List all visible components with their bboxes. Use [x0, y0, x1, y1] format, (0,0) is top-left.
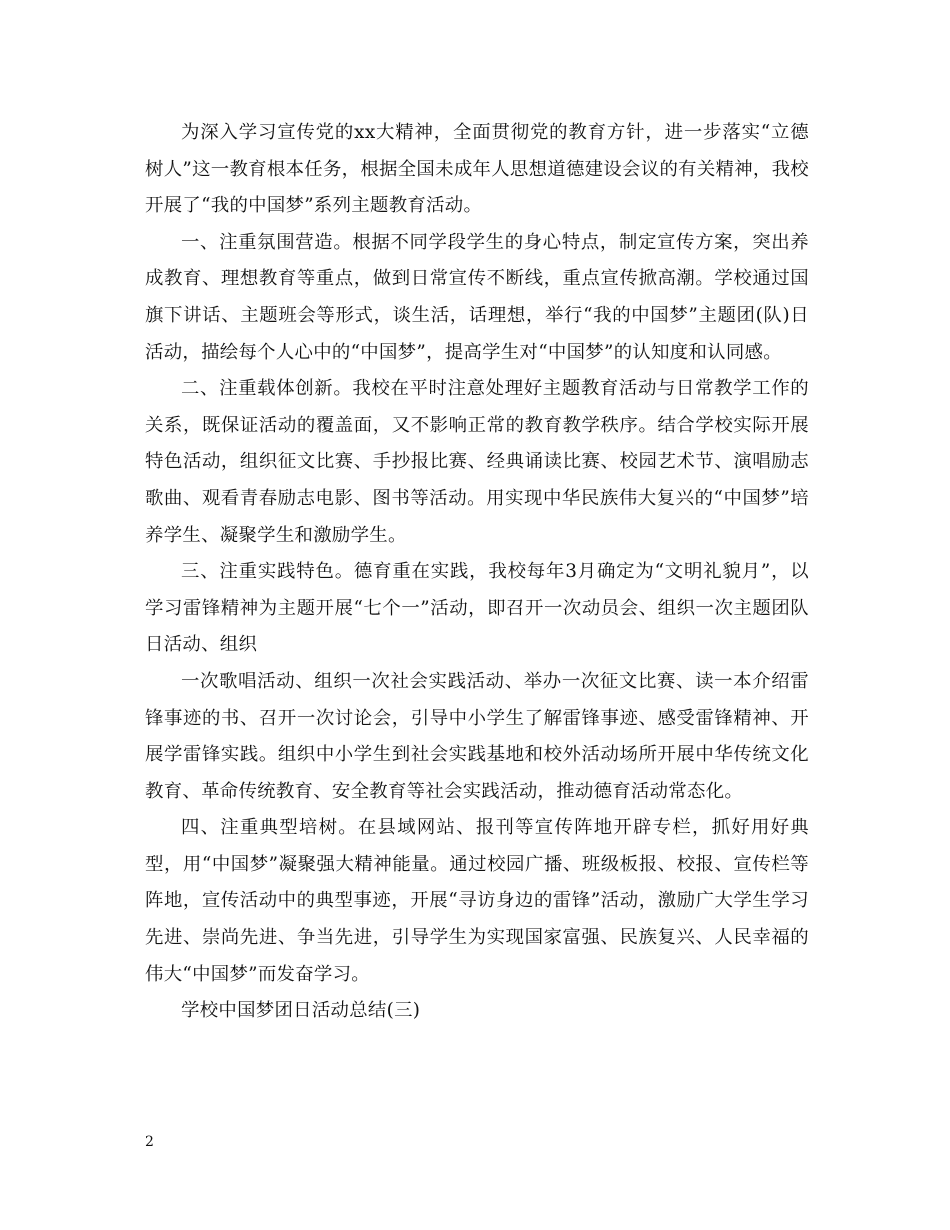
paragraph-section-2: 二、注重载体创新。我校在平时注意处理好主题教育活动与日常教学工作的关系，既保证活动的覆盖面，又不影响正常的教育教学秩序。结合学校实际开展特色活动，组织征文比赛、手抄报比赛、经典诵读比赛、校园艺术节、演唱励志歌曲、观看青春励志电影、图书等活动。用实现中华民族伟大复兴的“中国梦”培养学生、凝聚学生和激励学生。: [145, 378, 809, 546]
paragraph-intro: 为深入学习宣传党的xx大精神，全面贯彻党的教育方针，进一步落实“立德树人”这一教育根本任务，根据全国未成年人思想道德建设会议的有关精神，我校开展了“我的中国梦”系列主题教育活动。: [145, 122, 809, 217]
paragraph-section-4: 四、注重典型培树。在县域网站、报刊等宣传阵地开辟专栏，抓好用好典型，用“中国梦”凝聚强大精神能量。通过校园广播、班级板报、校报、宣传栏等阵地，宣传活动中的典型事迹，开展“寻访身边的雷锋”活动，激励广大学生学习先进、崇尚先进、争当先进，引导学生为实现国家富强、民族复兴、人民幸福的伟大“中国梦”而发奋学习。: [145, 817, 809, 985]
paragraph-section-3-continued: 一次歌唱活动、组织一次社会实践活动、举办一次征文比赛、读一本介绍雷锋事迹的书、召开一次讨论会，引导中小学生了解雷锋事迹、感受雷锋精神、开展学雷锋实践。组织中小学生到社会实践基地和校外活动场所开展中华传统文化教育、革命传统教育、安全教育等社会实践活动，推动德育活动常态化。: [145, 670, 809, 802]
document-body: [145, 115, 809, 1030]
next-section-heading: 学校中国梦团日活动总结(三): [181, 1000, 421, 1022]
paragraph-section-1: 一、注重氛围营造。根据不同学段学生的身心特点，制定宣传方案，突出养成教育、理想教育等重点，做到日常宣传不断线，重点宣传掀高潮。学校通过国旗下讲话、主题班会等形式，谈生活，话理想，举行“我的中国梦”主题团(队)日活动，描绘每个人心中的“中国梦”，提高学生对“中国梦”的认知度和认同感。: [145, 231, 809, 363]
page-number: 2: [145, 1134, 154, 1150]
paragraph-section-3: 三、注重实践特色。德育重在实践，我校每年3月确定为“文明礼貌月”，以学习雷锋精神为主题开展“七个一”活动，即召开一次动员会、组织一次主题团队日活动、组织: [145, 561, 809, 656]
